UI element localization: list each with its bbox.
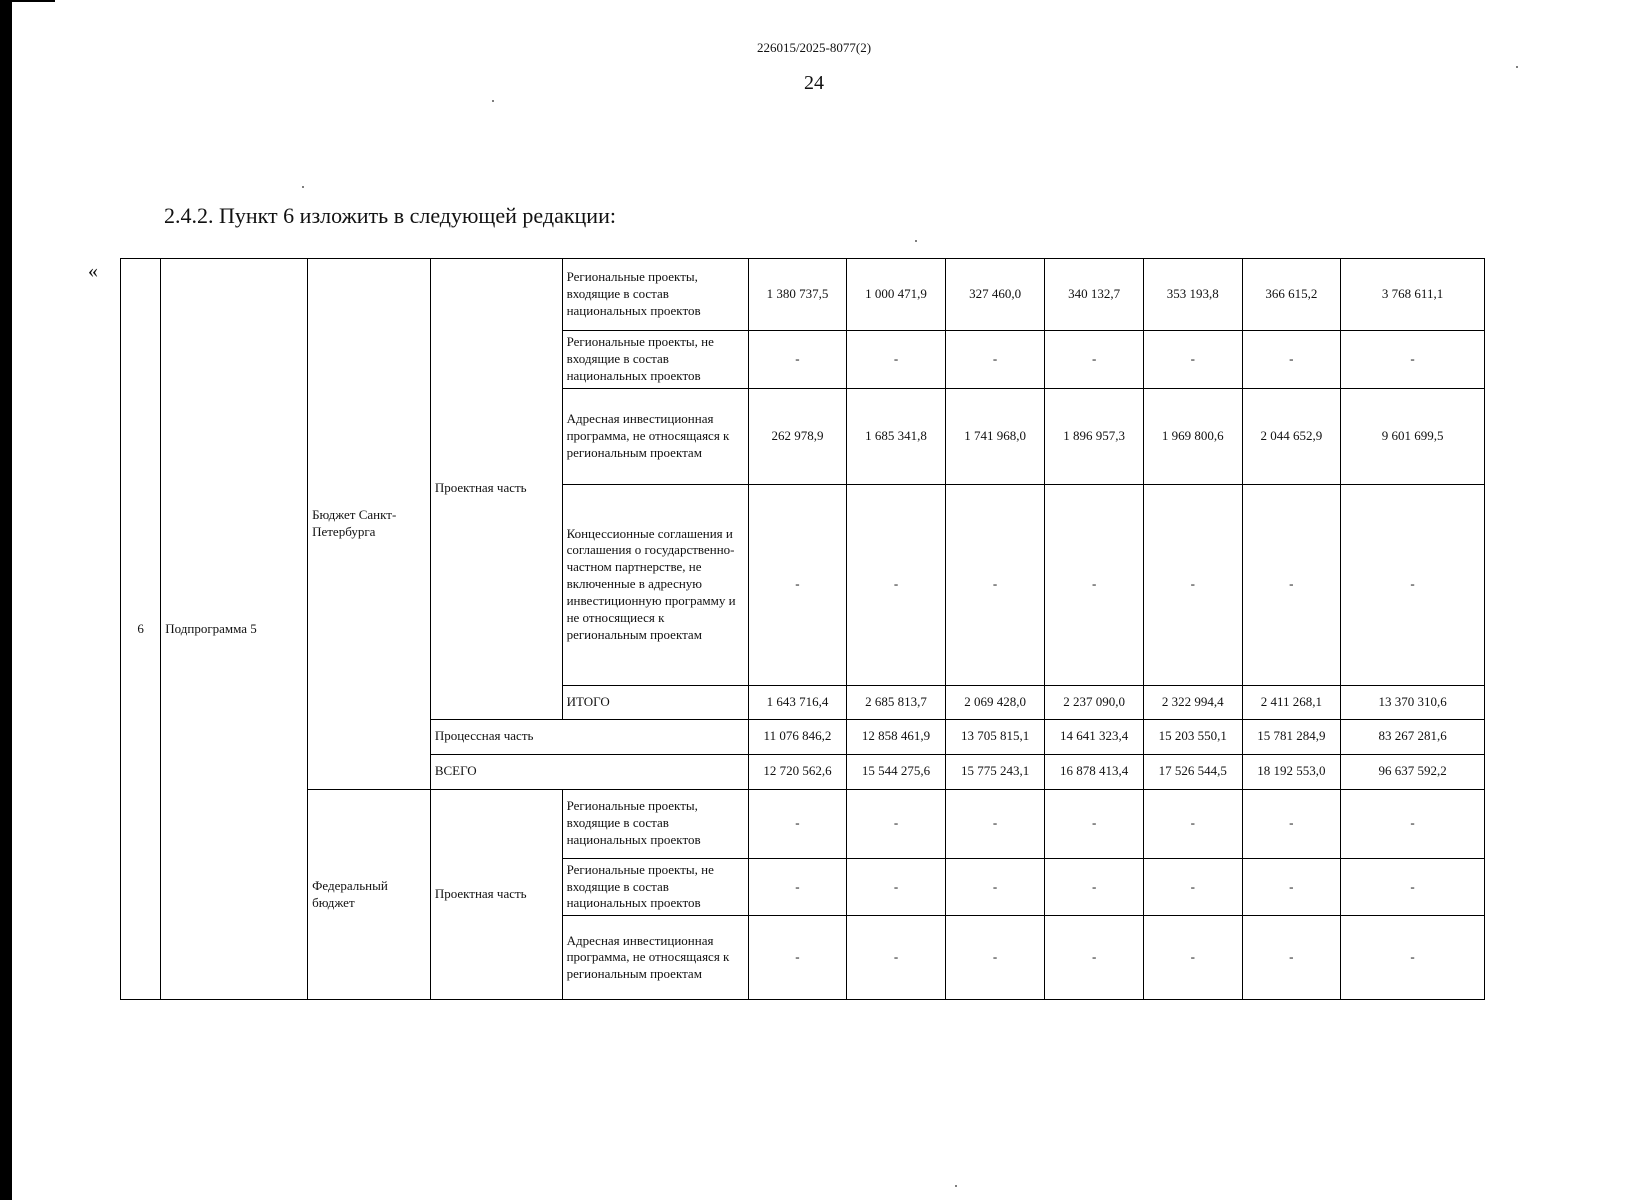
budget-table [120,258,1485,1000]
value-cell: - [847,858,946,916]
value-cell: 2 237 090,0 [1045,685,1144,719]
subprogram-cell: Подпрограмма 5 [161,259,308,1000]
value-cell: - [1143,789,1242,858]
value-cell: 15 203 550,1 [1143,719,1242,754]
row-label-cell: Адресная инвестиционная программа, не относящаяся к региональным проектам [562,916,748,1000]
value-cell: - [1242,331,1341,389]
value-cell: - [748,858,847,916]
value-cell: - [847,916,946,1000]
value-cell: 366 615,2 [1242,259,1341,331]
value-cell: 2 322 994,4 [1143,685,1242,719]
value-cell: 12 858 461,9 [847,719,946,754]
value-cell: 2 044 652,9 [1242,388,1341,484]
value-cell: 15 781 284,9 [1242,719,1341,754]
table-row [121,259,1485,331]
value-cell: - [1242,484,1341,685]
row-label-cell: Региональные проекты, не входящие в состав национальных проектов [562,858,748,916]
scan-speck [955,1185,957,1187]
row-label-cell: Региональные проекты, входящие в состав национальных проектов [562,789,748,858]
value-cell: 16 878 413,4 [1045,754,1144,789]
process-part-cell: Процессная часть [430,719,748,754]
value-cell: - [1045,484,1144,685]
federal-project-part-cell: Проектная часть [430,789,562,1000]
value-cell: 15 544 275,6 [847,754,946,789]
value-cell: 262 978,9 [748,388,847,484]
value-cell: - [847,331,946,389]
value-cell: - [1045,916,1144,1000]
scan-left-edge [0,0,12,1200]
row-label-cell: Концессионные соглашения и соглашения о государственно-частном партнерстве, не включенные в адресную инвестиционную программу и не относящиеся к региональным проектам [562,484,748,685]
value-cell: 1 685 341,8 [847,388,946,484]
value-cell: - [1341,858,1485,916]
value-cell: 14 641 323,4 [1045,719,1144,754]
value-cell: 1 969 800,6 [1143,388,1242,484]
value-cell: 327 460,0 [945,259,1045,331]
value-cell: - [1143,331,1242,389]
value-cell: - [1242,916,1341,1000]
value-cell: - [1242,789,1341,858]
value-cell: - [1143,484,1242,685]
row-number-cell: 6 [121,259,161,1000]
spb-budget-cell: Бюджет Санкт-Петербурга [308,259,431,790]
value-cell: - [1341,484,1485,685]
value-cell: 18 192 553,0 [1242,754,1341,789]
scan-speck [492,100,494,102]
value-cell: 9 601 699,5 [1341,388,1485,484]
value-cell: - [748,331,847,389]
row-label-cell: Региональные проекты, не входящие в состав национальных проектов [562,331,748,389]
value-cell: - [1341,331,1485,389]
value-cell: - [945,331,1045,389]
value-cell: - [1045,789,1144,858]
value-cell: 17 526 544,5 [1143,754,1242,789]
value-cell: 13 705 815,1 [945,719,1045,754]
value-cell: 1 380 737,5 [748,259,847,331]
row-label-cell: ИТОГО [562,685,748,719]
value-cell: 340 132,7 [1045,259,1144,331]
value-cell: - [847,789,946,858]
value-cell: - [1143,858,1242,916]
scan-speck [1516,66,1518,68]
value-cell: 2 069 428,0 [945,685,1045,719]
document-id: 226015/2025-8077(2) [756,40,872,55]
value-cell: 96 637 592,2 [1341,754,1485,789]
value-cell: - [1341,789,1485,858]
value-cell: 1 643 716,4 [748,685,847,719]
row-label-cell: Адресная инвестиционная программа, не относящаяся к региональным проектам [562,388,748,484]
scan-speck [915,240,917,242]
total-cell: ВСЕГО [430,754,748,789]
value-cell: - [748,916,847,1000]
value-cell: - [1045,858,1144,916]
value-cell: 12 720 562,6 [748,754,847,789]
value-cell: - [1143,916,1242,1000]
value-cell: - [1045,331,1144,389]
scan-speck [302,186,304,188]
value-cell: - [847,484,946,685]
value-cell: 1 741 968,0 [945,388,1045,484]
spb-project-part-cell: Проектная часть [430,259,562,720]
page-number: 24 [804,72,824,94]
scan-top-mark [0,0,55,2]
value-cell: 2 411 268,1 [1242,685,1341,719]
federal-budget-cell: Федеральный бюджет [308,789,431,1000]
value-cell: - [945,916,1045,1000]
value-cell: - [748,789,847,858]
table-row [121,789,1485,858]
value-cell: - [1242,858,1341,916]
value-cell: 353 193,8 [1143,259,1242,331]
value-cell: - [748,484,847,685]
value-cell: 83 267 281,6 [1341,719,1485,754]
value-cell: - [945,484,1045,685]
value-cell: 3 768 611,1 [1341,259,1485,331]
section-heading: 2.4.2. Пункт 6 изложить в следующей редакции: [164,203,616,228]
value-cell: - [945,858,1045,916]
value-cell: - [945,789,1045,858]
opening-quote-mark: « [88,260,98,282]
value-cell: 15 775 243,1 [945,754,1045,789]
value-cell: 13 370 310,6 [1341,685,1485,719]
value-cell: 2 685 813,7 [847,685,946,719]
row-label-cell: Региональные проекты, входящие в состав национальных проектов [562,259,748,331]
value-cell: 1 000 471,9 [847,259,946,331]
value-cell: 1 896 957,3 [1045,388,1144,484]
value-cell: 11 076 846,2 [748,719,847,754]
value-cell: - [1341,916,1485,1000]
